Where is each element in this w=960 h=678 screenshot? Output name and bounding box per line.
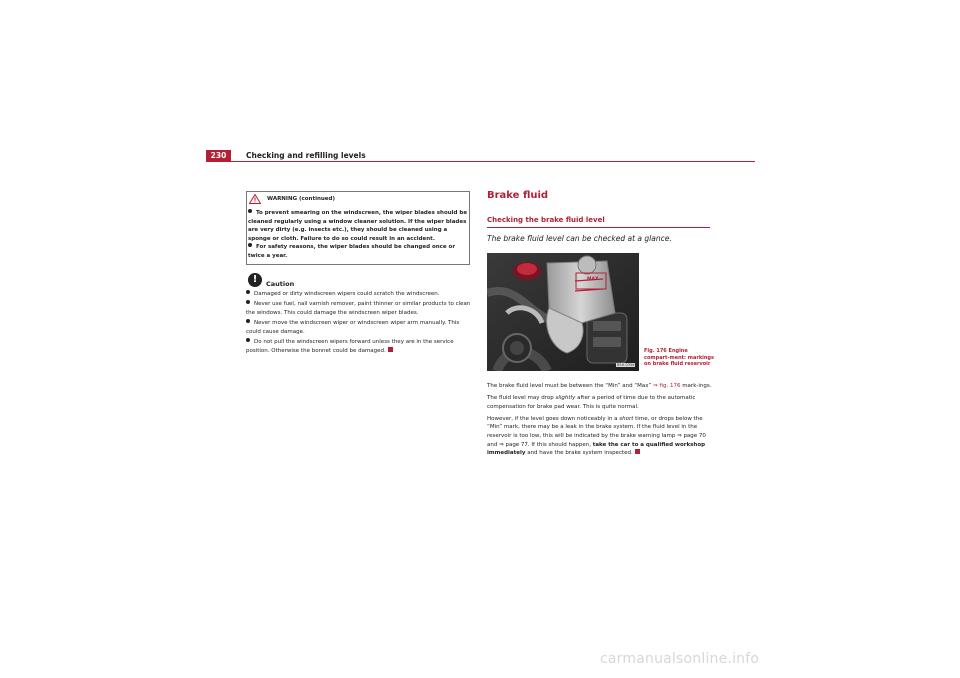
figure-caption: Fig. 176 Engine compart-ment: markings on brake fluid reservoir [644,348,714,367]
caution-item-text: Do not pull the windscreen wipers forward unless they are in the service position. Otherwise the bonnet could be damaged. [246,338,454,354]
emphasis-text: short [619,415,634,422]
warning-item [248,209,470,243]
exclamation-icon: ! [248,273,262,287]
caution-item-text: Never use fuel, nail varnish remover, paint thinner or similar products to clean the windows. This could damage the windscreen wiper blades. [246,300,471,316]
bullet-icon [246,300,250,304]
warning-triangle-icon [249,194,261,204]
engine-compartment-photo [487,253,639,371]
warning-item-text: For safety reasons, the wiper blades should be changed once or twice a year. [248,244,456,259]
bullet-icon [246,319,250,323]
warning-label: WARNING (continued) [267,195,335,202]
figure-code: B5H-0356 [617,363,635,367]
text-run: after a period of time due to the automatic compensation for brake pad wear. This is quite normal. [487,395,696,410]
page-title: Checking and refilling levels [246,151,366,160]
warning-header [249,193,335,204]
max-label: MAX [587,277,599,282]
warning-item-text: To prevent smearing on the windscreen, the wiper blades should be cleaned regularly using a window cleaner solution. If the wiper blades are very dirty (e.g. insects etc.), they should be cleaned using a sponge or cloth. Failure to do so could result in an accident. [248,210,468,242]
bold-text: take the car to a qualified workshop immediately [487,441,706,457]
text-run: However, if the level goes down noticeably in a [487,415,620,422]
warning-item [248,243,470,260]
subsection-rule [487,227,710,228]
caution-item [246,300,472,319]
caution-list [246,290,472,357]
body-text [487,382,715,461]
footer-watermark: carmanualsonline.info [600,651,760,667]
bullet-icon [246,338,250,342]
intro-text: The brake fluid level can be checked at a glance. [487,234,672,243]
caution-item [246,319,472,338]
text-run: time, or drops below the “Min” mark, there may be a leak in the brake system. If the fluid level in the reservoir is too low, this will be indicated by the brake warning lamp ⇒ page 70 and ⇒ page 77. If this should happen, [487,415,706,448]
bullet-icon [248,209,252,213]
paragraph [487,382,715,391]
section-end-icon [635,449,640,454]
caution-item-text: Damaged or dirty windscreen wipers could scratch the windscreen. [254,291,440,297]
emphasis-text: slightly [555,395,576,402]
caution-item [246,338,472,357]
text-run: and have the brake system inspected. [525,450,633,457]
section-end-icon [388,347,393,352]
figure-reference-link[interactable]: ⇒ fig. 176 [653,383,681,389]
text-run: mark-ings. [680,383,712,389]
warning-box [246,191,470,265]
caution-label: Caution [266,280,295,288]
paragraph [487,415,715,458]
paragraph [487,394,715,411]
bullet-icon [246,290,250,294]
text-run: The fluid level may drop [487,395,556,402]
section-title: Brake fluid [487,190,549,201]
page-number: 230 [206,150,231,161]
caution-header [248,272,294,288]
bullet-icon [248,243,252,247]
subsection-heading: Checking the brake fluid level [487,216,605,224]
caution-item-text: Never move the windscreen wiper or windscreen wiper arm manually. This could cause damage. [246,319,460,335]
warning-list [248,209,470,261]
text-run: The brake fluid level must be between the “Min” and “Max” [487,383,654,389]
caution-item [246,290,472,300]
